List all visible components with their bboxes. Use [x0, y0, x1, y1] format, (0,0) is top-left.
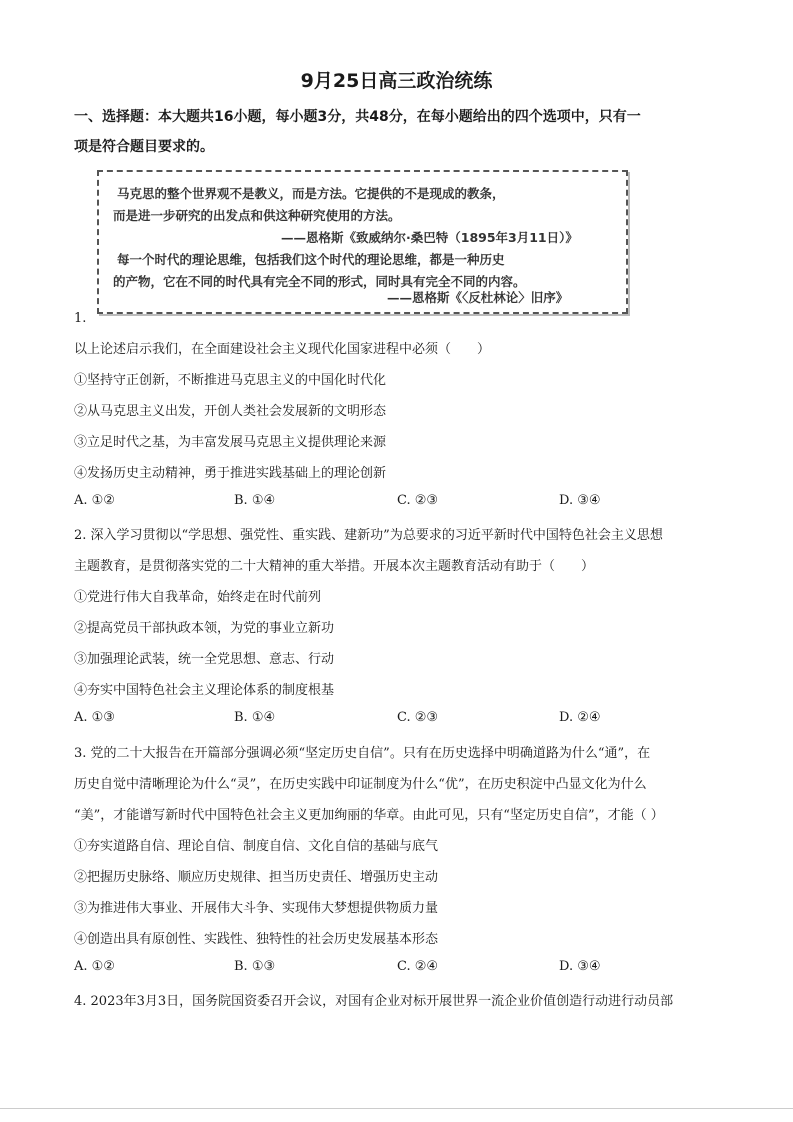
quote-line: 马克思的整个世界观不是教义，而是方法。它提供的不是现成的教条，: [117, 186, 505, 201]
statement: ③加强理论武装，统一全党思想、意志、行动: [74, 652, 335, 667]
page-title: 9月25日高三政治统练: [300, 70, 493, 92]
question-stem: 以上论述启示我们，在全面建设社会主义现代化国家进程中必须（ ）: [74, 342, 491, 357]
statement: ③为推进伟大事业、开展伟大斗争、实现伟大梦想提供物质力量: [74, 901, 439, 916]
question-stem: “美”，才能谱写新时代中国特色社会主义更加绚丽的华章。由此可见，只有“坚定历史自信”，才能（ ）: [74, 808, 664, 823]
quote-line: 每一个时代的理论思维，包括我们这个时代的理论思维，都是一种历史: [117, 252, 505, 267]
statement: ④夯实中国特色社会主义理论体系的制度根基: [74, 683, 335, 698]
option-b[interactable]: B. ①④: [234, 710, 276, 725]
statement: ②从马克思主义出发，开创人类社会发展新的文明形态: [74, 404, 387, 419]
option-a[interactable]: A. ①③: [74, 710, 115, 725]
question-stem: 3. 党的二十大报告在开篇部分强调必须“坚定历史自信”。只有在历史选择中明确道路为什么“通”，在: [74, 746, 651, 761]
option-c[interactable]: C. ②④: [397, 959, 439, 974]
question-stem: 历史自觉中清晰理论为什么“灵”，在历史实践中印证制度为什么“优”，在历史积淀中凸显文化为什么: [74, 777, 647, 792]
option-d[interactable]: D. ③④: [559, 959, 601, 974]
statement: ②提高党员干部执政本领，为党的事业立新功: [74, 621, 335, 636]
quote-source: ——恩格斯《致威纳尔·桑巴特（1895年3月11日）》: [281, 230, 578, 245]
section-heading: [74, 102, 734, 162]
statement: ③立足时代之基，为丰富发展马克思主义提供理论来源: [74, 435, 387, 450]
option-b[interactable]: B. ①④: [234, 493, 276, 508]
option-c[interactable]: C. ②③: [397, 493, 439, 508]
statement: ①党进行伟大自我革命，始终走在时代前列: [74, 590, 322, 605]
question-stem: 4. 2023年3月3日，国务院国资委召开会议，对国有企业对标开展世界一流企业价值创造行动进行动员部: [74, 994, 674, 1009]
question-stem: 主题教育，是贯彻落实党的二十大精神的重大举措。开展本次主题教育活动有助于（ ）: [74, 559, 595, 574]
statement: ①夯实道路自信、理论自信、制度自信、文化自信的基础与底气: [74, 839, 439, 854]
quote-box: [97, 170, 628, 314]
option-b[interactable]: B. ①③: [234, 959, 276, 974]
statement: ①坚持守正创新，不断推进马克思主义的中国化时代化: [74, 373, 387, 388]
section-heading-line-2: 项是符合题目要求的。: [74, 139, 214, 155]
statement: ②把握历史脉络、顺应历史规律、担当历史责任、增强历史主动: [74, 870, 439, 885]
option-a[interactable]: A. ①②: [74, 493, 115, 508]
page-bottom-rule: [0, 1108, 793, 1109]
section-heading-line-1: 一、选择题：本大题共16小题，每小题3分，共48分，在每小题给出的四个选项中，只有一: [74, 109, 641, 125]
option-c[interactable]: C. ②③: [397, 710, 439, 725]
quote-line: 的产物，它在不同的时代具有完全不同的形式，同时具有完全不同的内容。: [113, 274, 526, 289]
statement: ④创造出具有原创性、实践性、独特性的社会历史发展基本形态: [74, 932, 439, 947]
option-d[interactable]: D. ③④: [559, 493, 601, 508]
question-stem: 2. 深入学习贯彻以“学思想、强党性、重实践、建新功”为总要求的习近平新时代中国特色社会主义思想: [74, 528, 663, 543]
option-d[interactable]: D. ②④: [559, 710, 601, 725]
quote-line: 而是进一步研究的出发点和供这种研究使用的方法。: [113, 208, 401, 223]
question-number: 1.: [74, 311, 87, 326]
option-a[interactable]: A. ①②: [74, 959, 115, 974]
quote-source: ——恩格斯《〈反杜林论〉旧序》: [387, 290, 569, 305]
statement: ④发扬历史主动精神，勇于推进实践基础上的理论创新: [74, 466, 387, 481]
